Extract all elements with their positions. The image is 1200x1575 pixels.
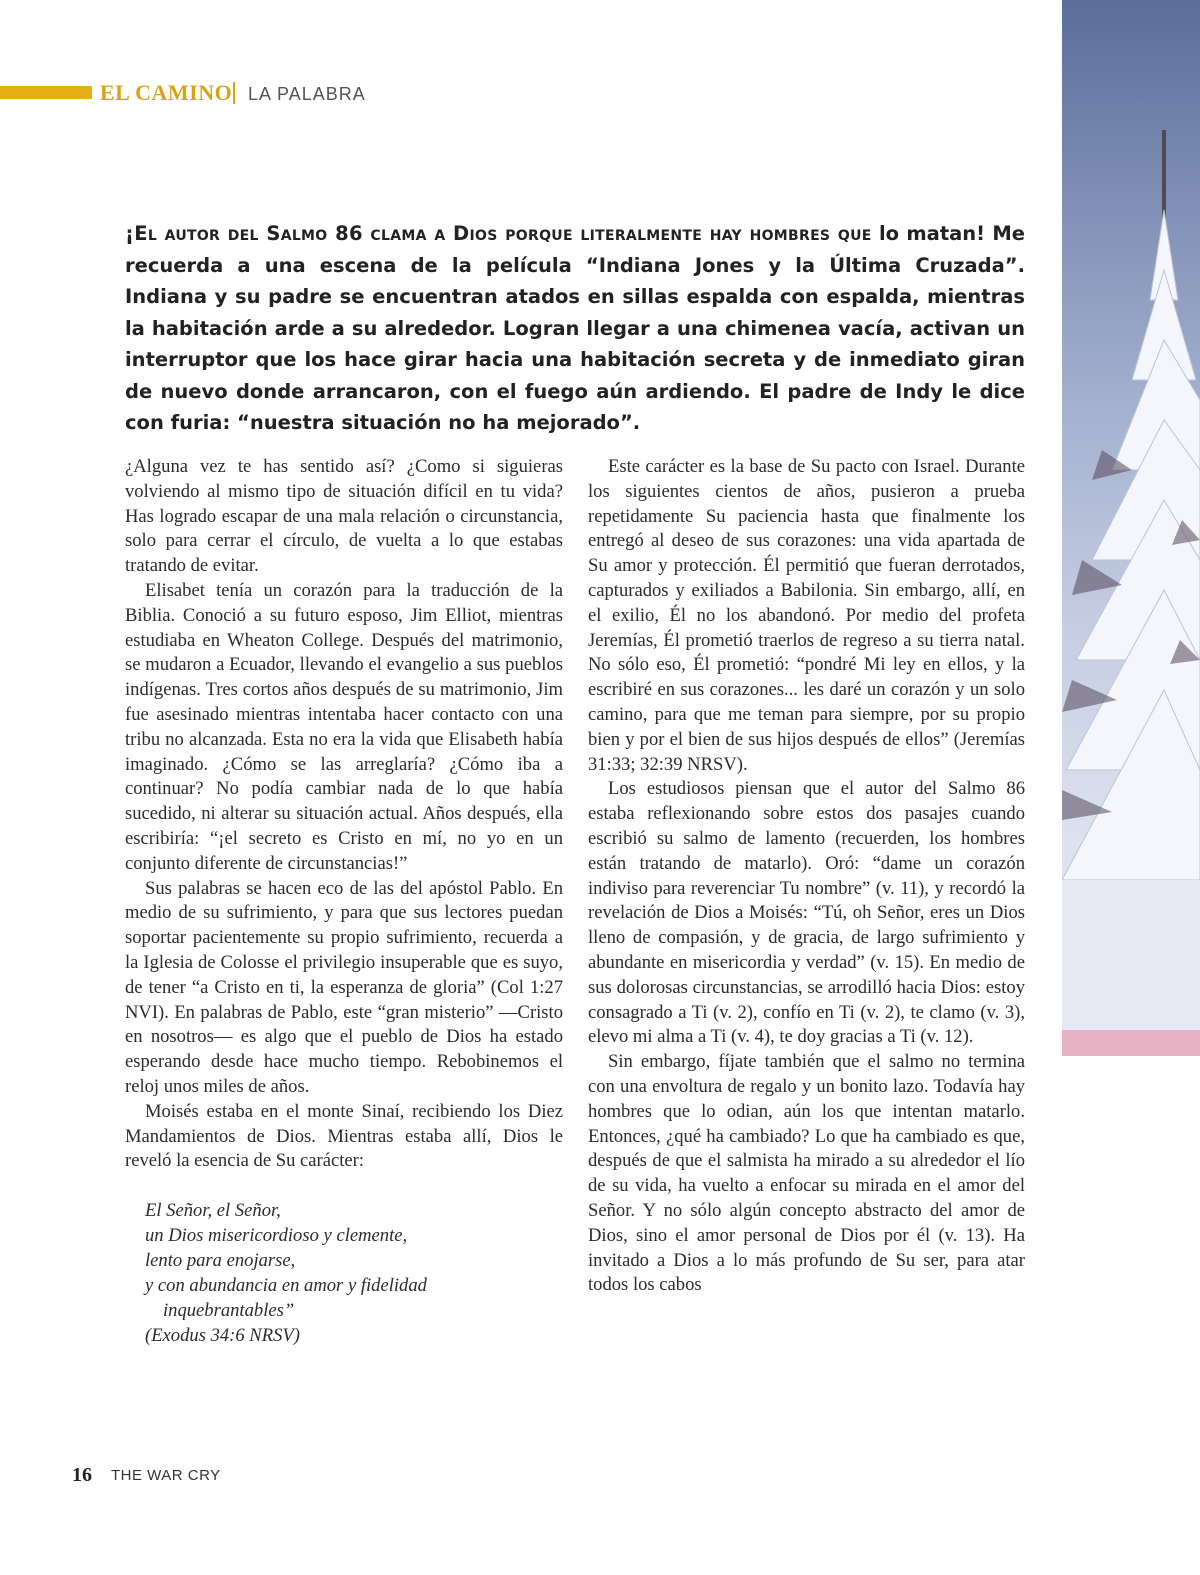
header-divider	[233, 82, 235, 104]
quote-line: El Señor, el Señor,	[145, 1200, 281, 1222]
body-paragraph: Sin embargo, fíjate también que el salmo no termina con una envoltura de regalo y un bonito lazo. Todavía hay hombres que lo odian, aún los que intentan matarlo. Entonces, ¿qué ha cambiado? Lo que ha cambiado es que, después de que el salmista ha mirado a su alrededor el lío de su vida, ha vuelto a enfocar su mirada en el amor del Señor. Y no sólo algún concepto abstracto del amor de Dios, sino el amor personal de Dios por él (v. 13). Ha invitado a Dios a lo más profundo de Su ser, para atar todos los cabos	[588, 1051, 1025, 1296]
quote-line: y con abundancia en amor y fidelidad	[145, 1275, 427, 1297]
body-paragraph: Los estudiosos piensan que el autor del Salmo 86 estaba reflexionando sobre estos dos pasajes cuando escribió su salmo de lamento (recuerden, los hombres están tratando de matarlo). Oró: “dame un corazón indiviso para reverenciar Tu nombre” (v. 11), y recordó la revelación de Dios a Moisés: “Tú, oh Señor, eres un Dios lleno de compasión, y de gracia, de largo sufrimiento y abundante en misericordia y verdad” (v. 15). En medio de sus dolorosas circunstancias, se arrodilló hacia Dios: estoy consagrado a Ti (v. 2), confío en Ti (v. 2), te clamo (v. 3), elevo mi alma a Ti (v. 4), te doy gracias a Ti (v. 12).	[588, 778, 1025, 1048]
body-paragraph: ¿Alguna vez te has sentido así? ¿Como si siguieras volviendo al mismo tipo de situación difícil en tu vida? Has logrado escapar de una mala relación o circunstancia, solo para cerrar el círculo, de vuelta a lo que estabas tratando de evitar.	[125, 456, 563, 577]
snowy-tree-illustration	[1062, 0, 1200, 1056]
snowy-tree-photo	[1062, 0, 1200, 1056]
scripture-quote	[145, 1198, 563, 1348]
lead-paragraph	[125, 218, 1025, 439]
quote-line: inquebrantables”	[163, 1300, 295, 1322]
right-column	[588, 455, 1025, 1298]
quote-line: lento para enojarse,	[145, 1250, 296, 1272]
body-paragraph: Sus palabras se hacen eco de las del apóstol Pablo. En medio de su sufrimiento, y para que sus lectores puedan soportar pacientemente su propio sufrimiento, recuerda a la Iglesia de Colosse el privilegio insuperable que es suyo, de tener “a Cristo en ti, la esperanza de gloria” (Col 1:27 NVI). En palabras de Pablo, este “gran misterio” —Cristo en nosotros— es algo que el pueblo de Dios ha estado esperando desde hace mucho tiempo. Rebobinemos el reloj unos miles de años.	[125, 877, 563, 1097]
body-paragraph: Moisés estaba en el monte Sinaí, recibiendo los Diez Mandamientos de Dios. Mientras estaba allí, Dios le reveló la esencia de Su carácter:	[125, 1100, 563, 1172]
quote-citation: (Exodus 34:6 NRSV)	[145, 1325, 300, 1347]
body-paragraph: Elisabet tenía un corazón para la traducción de la Biblia. Conoció a su futuro esposo, Jim Elliot, mientras estudiaba en Wheaton College. Después del matrimonio, se mudaron a Ecuador, llevando el evangelio a sus pueblos indígenas. Tres cortos años después de su matrimonio, Jim fue asesinado mientras intentaba hacer contacto con una tribu no alcanzada. Esta no era la vida que Elisabeth había imaginado. ¿Cómo se las arreglaría? ¿Cómo iba a continuar? No podía cambiar nada de lo que había sucedido, ni alterar su situación actual. Años después, ella escribiría: “¡el secreto es Cristo en mí, no yo en un conjunto diferente de circunstancias!”	[125, 579, 563, 874]
section-color-bar	[0, 86, 92, 99]
body-paragraph: Este carácter es la base de Su pacto con Israel. Durante los siguientes cientos de años, pusieron a prueba repetidamente Su paciencia hasta que finalmente los entregó al deseo de sus corazones: una vida apartada de Su amor y protección. Él permitió que fueran derrotados, capturados y exiliados a Babilonia. Sin embargo, allí, en el exilio, Él no los abandonó. Por medio del profeta Jeremías, Él prometió traerlos de regreso a su tierra natal. No sólo eso, Él prometió: “pondré Mi ley en ellos, y la escribiré en sus corazones... les daré un corazón y un solo camino, para que me teman para siempre, por su propio bien y por el bien de sus hijos después de ellos” (Jeremías 31:33; 32:39 NRSV).	[588, 456, 1025, 775]
publication-name: THE WAR CRY	[111, 1467, 221, 1484]
section-subtitle: LA PALABRA	[248, 84, 366, 104]
section-title: EL CAMINO	[100, 80, 233, 105]
quote-line: un Dios misericordioso y clemente,	[145, 1225, 408, 1247]
left-column	[125, 455, 563, 1348]
page-number: 16	[72, 1464, 92, 1486]
lead-text: lo matan! Me recuerda a una escena de la película “Indiana Jones y la Última Cruzada”. Indiana y su padre se encuentran atados en sillas espalda con espalda, mientras la habitación arde a su alrededor. Logran llegar a una chimenea vacía, activan un interruptor que los hace girar hacia una habitación secreta y de inmediato giran de nuevo donde arrancaron, con el fuego aún ardiendo. El padre de Indy le dice con furia: “nuestra situación no ha mejorado”.	[125, 222, 1026, 434]
lead-smallcaps: ¡El autor del Salmo 86 clama a Dios porque literalmente hay hombres que	[125, 222, 872, 245]
